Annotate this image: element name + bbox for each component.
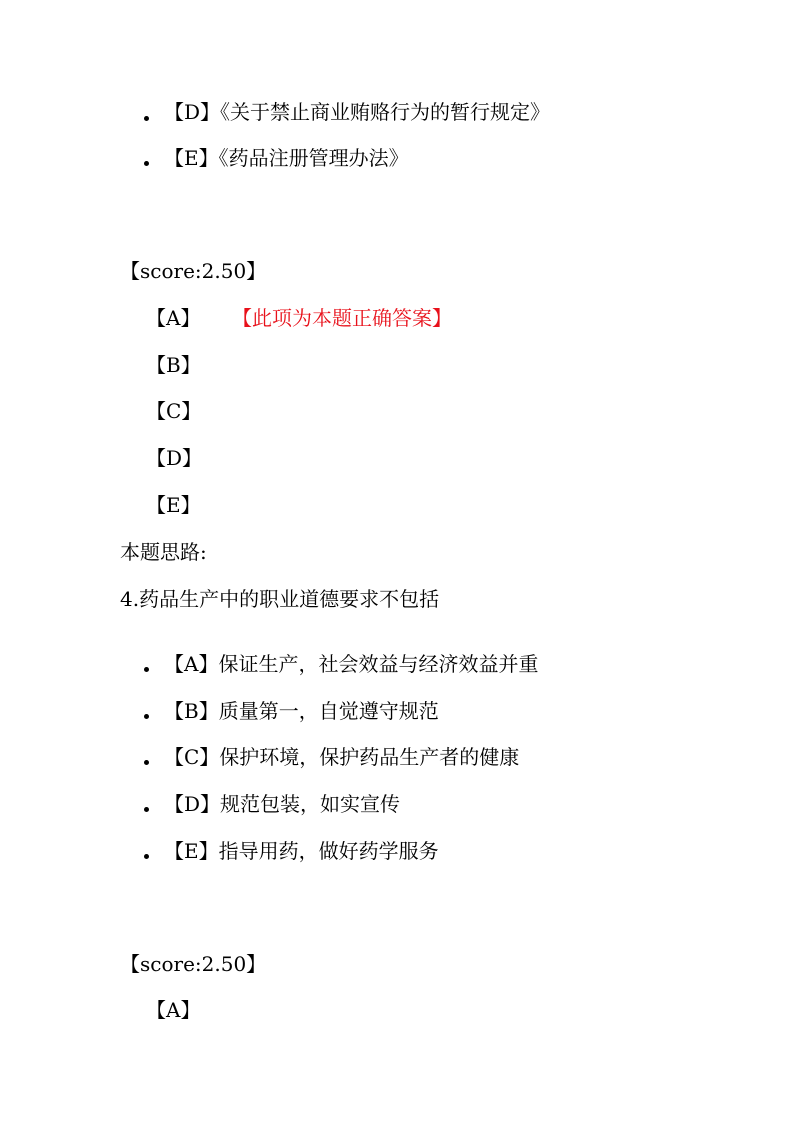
- q3-answer-b: 【B】: [146, 353, 201, 377]
- q3-answer-e: 【E】: [146, 493, 201, 517]
- bullet-icon: [144, 667, 149, 672]
- q4-option-c: 【C】保护环境，保护药品生产者的健康: [164, 745, 520, 769]
- q3-score: 【score:2.50】: [120, 259, 267, 283]
- q3-option-e: 【E】《药品注册管理办法》: [164, 146, 409, 170]
- bullet-icon: [144, 854, 149, 859]
- bullet-icon: [144, 714, 149, 719]
- bullet-icon: [144, 116, 149, 121]
- bullet-icon: [144, 807, 149, 812]
- bullet-icon: [144, 161, 149, 166]
- q4-score: 【score:2.50】: [120, 952, 267, 976]
- q4-answer-a: 【A】: [146, 998, 201, 1022]
- q3-answer-d: 【D】: [146, 446, 203, 470]
- q4-option-e: 【E】指导用药，做好药学服务: [164, 839, 439, 863]
- q3-option-d: 【D】《关于禁止商业贿赂行为的暂行规定》: [164, 100, 551, 124]
- q4-option-b: 【B】质量第一，自觉遵守规范: [164, 699, 439, 723]
- analysis-label: 本题思路:: [120, 540, 207, 564]
- q4-option-a: 【A】保证生产，社会效益与经济效益并重: [164, 652, 539, 676]
- q3-answer-c: 【C】: [146, 399, 202, 423]
- bullet-icon: [144, 760, 149, 765]
- q4-option-d: 【D】规范包装，如实宣传: [164, 792, 401, 816]
- q4-question: 4.药品生产中的职业道德要求不包括: [120, 587, 440, 611]
- correct-answer-marker: 【此项为本题正确答案】: [232, 306, 452, 330]
- q3-answer-a: 【A】: [146, 306, 201, 330]
